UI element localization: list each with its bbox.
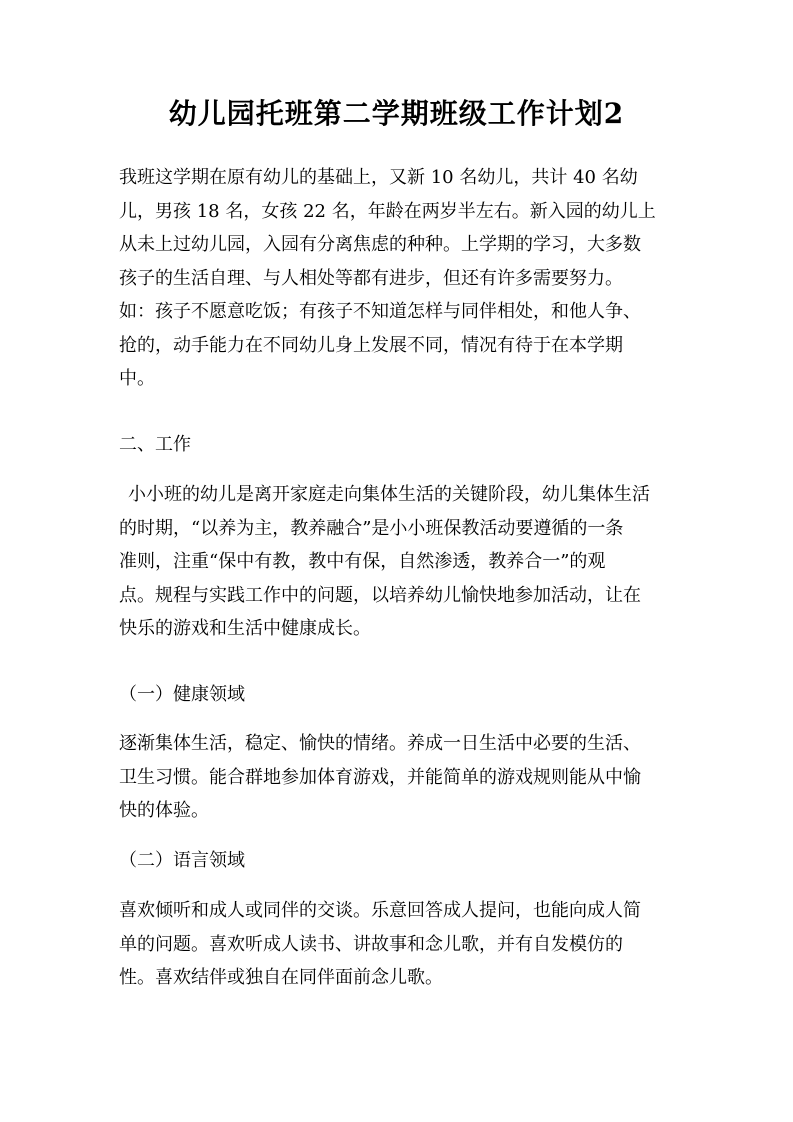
paragraph-line: 单的问题。喜欢听成人读书、讲故事和念儿歌，并有自发模仿的	[119, 933, 623, 955]
section-heading-language	[119, 844, 679, 878]
paragraph-line: 卫生习惯。能合群地参加体育游戏，并能简单的游戏规则能从中愉	[119, 766, 641, 788]
section-heading: 二、工作	[119, 434, 191, 455]
paragraph-line: 如：孩子不愿意吃饭；有孩子不知道怎样与同伴相处，和他人争、	[119, 301, 641, 322]
paragraph-line: 的时期，“以养为主，教养融合”是小小班保教活动要遵循的一条	[119, 517, 624, 539]
paragraph-line: 点。规程与实践工作中的问题，以培养幼儿愉快地参加活动，让在	[119, 584, 641, 606]
section-heading: （二）语言领域	[119, 850, 245, 871]
health-paragraph	[119, 727, 679, 828]
paragraph-line: 性。喜欢结伴或独自在同伴面前念儿歌。	[119, 967, 443, 988]
paragraph-line: 逐渐集体生活，稳定、愉快的情绪。养成一日生活中必要的生活、	[119, 733, 641, 754]
language-paragraph	[119, 894, 679, 995]
paragraph-line: 从未上过幼儿园，入园有分离焦虑的种种。上学期的学习，大多数	[119, 234, 641, 255]
paragraph-line: 快乐的游戏和生活中健康成长。	[119, 618, 371, 639]
section-heading: （一）健康领域	[119, 684, 245, 705]
paragraph-line: 中。	[119, 368, 155, 389]
paragraph-line: 孩子的生活自理、与人相处等都有进步，但还有许多需要努力。	[119, 267, 623, 289]
paragraph-line: 快的体验。	[119, 800, 209, 821]
paragraph-line: 我班这学期在原有幼儿的基础上，又新 10 名幼儿，共计 40 名幼	[119, 167, 638, 188]
page-title: 幼儿园托班第二学期班级工作计划2	[168, 97, 625, 130]
work-paragraph	[119, 478, 679, 646]
section-heading-work	[119, 428, 679, 462]
paragraph-line: 抢的，动手能力在不同幼儿身上发展不同，情况有待于在本学期	[119, 334, 623, 356]
intro-paragraph	[119, 161, 679, 396]
section-heading-health	[119, 678, 679, 712]
paragraph-line: 准则，注重“保中有教，教中有保，自然渗透，教养合一”的观	[119, 551, 606, 572]
paragraph-line: 儿，男孩 18 名，女孩 22 名，年龄在两岁半左右。新入园的幼儿上	[119, 200, 656, 222]
paragraph-line: 小小班的幼儿是离开家庭走向集体生活的关键阶段，幼儿集体生活	[128, 484, 650, 505]
paragraph-line: 喜欢倾听和成人或同伴的交谈。乐意回答成人提问，也能向成人简	[119, 900, 641, 921]
